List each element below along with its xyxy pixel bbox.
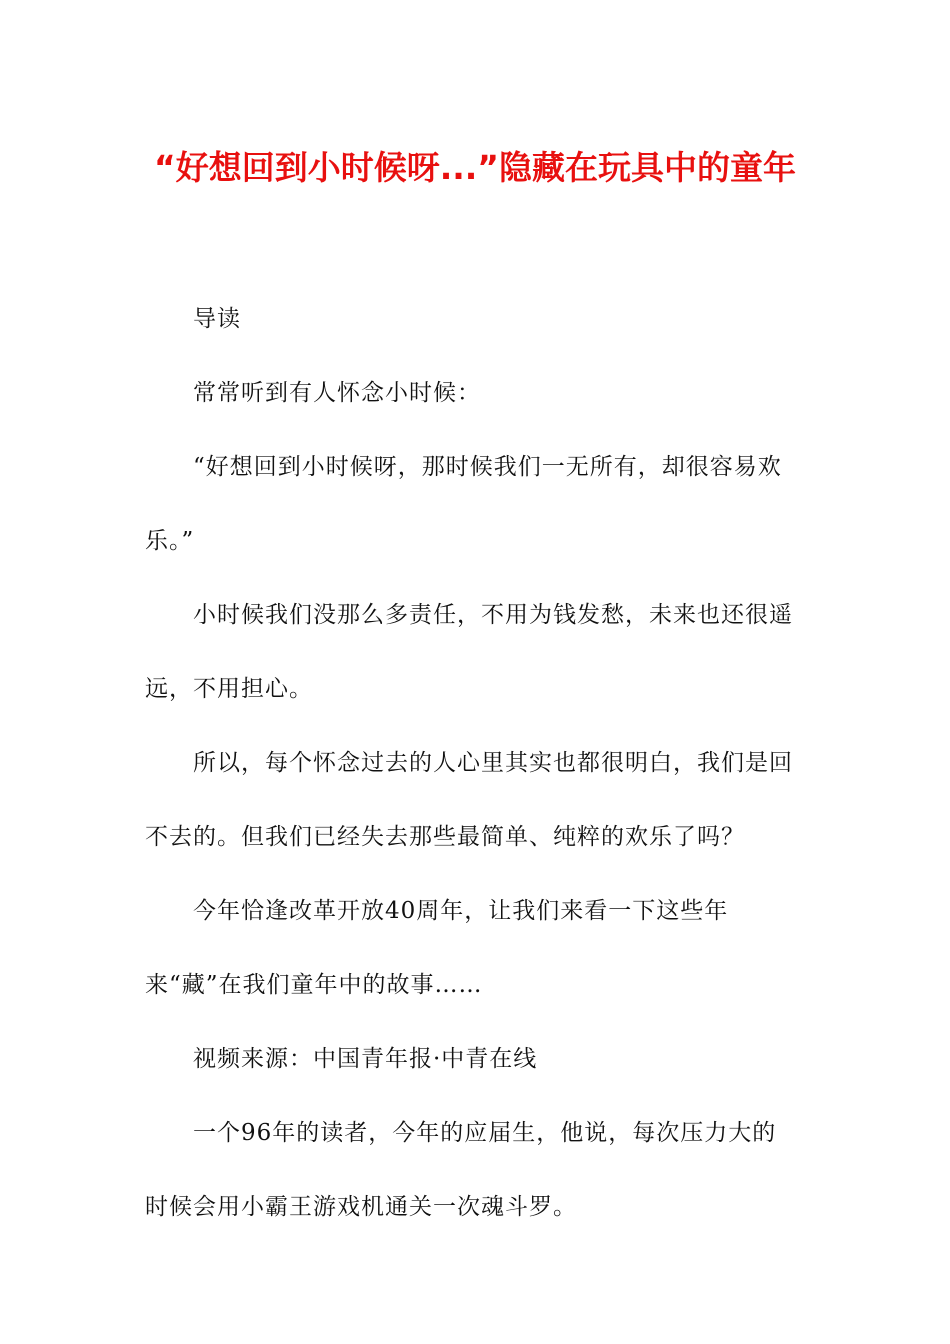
page-title: “好想回到小时候呀...”隐藏在玩具中的童年	[154, 148, 796, 187]
paragraph-7: 一个96年的读者，今年的应届生，他说，每次压力大的时候会用小霸王游戏机通关一次魂斗罗。	[145, 1120, 777, 1220]
paragraph-1: 常常听到有人怀念小时候：	[193, 380, 481, 406]
paragraph-4: 所以，每个怀念过去的人心里其实也都很明白，我们是回不去的。但我们已经失去那些最简单、纯粹的欢乐了吗？	[145, 750, 793, 850]
paragraph-2: “好想回到小时候呀，那时候我们一无所有，却很容易欢乐。”	[145, 454, 782, 554]
paragraph-5: 今年恰逢改革开放40周年，让我们来看一下这些年来“藏”在我们童年中的故事……	[145, 898, 729, 998]
paragraph-3: 小时候我们没那么多责任，不用为钱发愁，未来也还很遥远，不用担心。	[145, 602, 793, 702]
paragraph-video-source: 视频来源：中国青年报·中青在线	[193, 1046, 538, 1072]
paragraph-intro-heading: 导读	[193, 306, 241, 332]
article-body	[145, 282, 800, 1244]
